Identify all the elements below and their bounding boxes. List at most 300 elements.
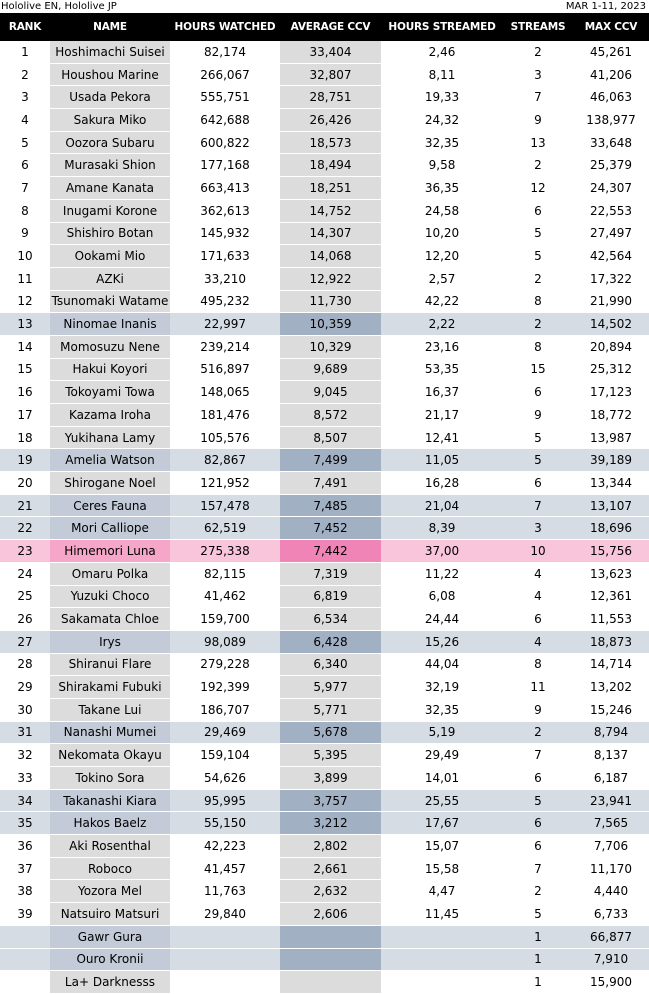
table-row xyxy=(0,585,649,608)
table-row xyxy=(0,449,649,472)
table-row xyxy=(0,857,649,880)
hours-watched-cell: 11,763 xyxy=(170,880,280,903)
max-ccv-cell: 45,261 xyxy=(573,41,649,63)
rank-cell: 29 xyxy=(0,676,50,699)
rank-cell: 30 xyxy=(0,698,50,721)
rank-cell: 6 xyxy=(0,154,50,177)
col-header-rank: RANK xyxy=(0,13,50,41)
hours-watched-cell: 29,840 xyxy=(170,903,280,926)
hours-watched-cell: 192,399 xyxy=(170,676,280,699)
table-header xyxy=(0,13,649,41)
hours-streamed-cell: 36,35 xyxy=(381,177,503,200)
max-ccv-cell: 13,344 xyxy=(573,472,649,495)
rank-cell: 2 xyxy=(0,63,50,86)
hours-watched-cell: 121,952 xyxy=(170,472,280,495)
rank-cell xyxy=(0,948,50,971)
hours-watched-cell: 266,067 xyxy=(170,63,280,86)
table-row xyxy=(0,540,649,563)
name-cell: Yuzuki Choco xyxy=(50,585,170,608)
table-row xyxy=(0,381,649,404)
average-ccv-cell: 2,802 xyxy=(280,835,381,858)
average-ccv-cell: 9,045 xyxy=(280,381,381,404)
name-cell: Tokoyami Towa xyxy=(50,381,170,404)
rank-cell: 19 xyxy=(0,449,50,472)
streams-cell: 1 xyxy=(503,971,573,994)
max-ccv-cell: 13,623 xyxy=(573,562,649,585)
hours-streamed-cell: 37,00 xyxy=(381,540,503,563)
average-ccv-cell: 8,572 xyxy=(280,404,381,427)
average-ccv-cell: 12,922 xyxy=(280,267,381,290)
name-cell: Tsunomaki Watame xyxy=(50,290,170,313)
hours-streamed-cell: 10,20 xyxy=(381,222,503,245)
rank-cell: 26 xyxy=(0,608,50,631)
streams-cell: 6 xyxy=(503,767,573,790)
streams-cell: 7 xyxy=(503,494,573,517)
name-cell: Nekomata Okayu xyxy=(50,744,170,767)
average-ccv-cell: 26,426 xyxy=(280,109,381,132)
average-ccv-cell: 28,751 xyxy=(280,86,381,109)
streams-cell: 7 xyxy=(503,86,573,109)
table-row xyxy=(0,41,649,63)
hours-watched-cell: 105,576 xyxy=(170,426,280,449)
streams-cell: 1 xyxy=(503,948,573,971)
max-ccv-cell: 13,202 xyxy=(573,676,649,699)
hours-streamed-cell: 29,49 xyxy=(381,744,503,767)
streams-cell: 15 xyxy=(503,358,573,381)
name-cell: Amelia Watson xyxy=(50,449,170,472)
hours-watched-cell: 362,613 xyxy=(170,199,280,222)
table-row xyxy=(0,767,649,790)
table-row xyxy=(0,676,649,699)
rank-cell: 25 xyxy=(0,585,50,608)
col-header-hours-watched: HOURS WATCHED xyxy=(170,13,280,41)
hours-watched-cell: 171,633 xyxy=(170,245,280,268)
streams-cell: 1 xyxy=(503,925,573,948)
hours-watched-cell: 663,413 xyxy=(170,177,280,200)
name-cell: Nanashi Mumei xyxy=(50,721,170,744)
name-cell: Shiranui Flare xyxy=(50,653,170,676)
average-ccv-cell: 18,573 xyxy=(280,131,381,154)
table-row xyxy=(0,630,649,653)
max-ccv-cell: 7,910 xyxy=(573,948,649,971)
streams-cell: 6 xyxy=(503,835,573,858)
streams-cell: 11 xyxy=(503,676,573,699)
average-ccv-cell: 7,319 xyxy=(280,562,381,585)
max-ccv-cell: 17,322 xyxy=(573,267,649,290)
hours-streamed-cell: 15,26 xyxy=(381,630,503,653)
col-header-average-ccv: AVERAGE CCV xyxy=(280,13,381,41)
max-ccv-cell: 15,756 xyxy=(573,540,649,563)
hours-streamed-cell: 12,41 xyxy=(381,426,503,449)
streams-cell: 3 xyxy=(503,63,573,86)
max-ccv-cell: 17,123 xyxy=(573,381,649,404)
rank-cell: 22 xyxy=(0,517,50,540)
streams-cell: 6 xyxy=(503,472,573,495)
average-ccv-cell: 2,606 xyxy=(280,903,381,926)
average-ccv-cell: 14,307 xyxy=(280,222,381,245)
max-ccv-cell: 41,206 xyxy=(573,63,649,86)
hours-streamed-cell: 32,35 xyxy=(381,698,503,721)
hours-watched-cell: 239,214 xyxy=(170,335,280,358)
streams-cell: 5 xyxy=(503,789,573,812)
rank-cell: 39 xyxy=(0,903,50,926)
streams-cell: 2 xyxy=(503,880,573,903)
hours-streamed-cell: 15,07 xyxy=(381,835,503,858)
name-cell: Ninomae Inanis xyxy=(50,313,170,336)
average-ccv-cell: 3,212 xyxy=(280,812,381,835)
rank-cell: 24 xyxy=(0,562,50,585)
hours-watched-cell xyxy=(170,948,280,971)
hours-streamed-cell: 23,16 xyxy=(381,335,503,358)
max-ccv-cell: 12,361 xyxy=(573,585,649,608)
average-ccv-cell xyxy=(280,925,381,948)
average-ccv-cell xyxy=(280,948,381,971)
hours-watched-cell: 82,867 xyxy=(170,449,280,472)
hours-watched-cell: 157,478 xyxy=(170,494,280,517)
hours-streamed-cell xyxy=(381,925,503,948)
hours-watched-cell: 159,700 xyxy=(170,608,280,631)
streams-cell: 5 xyxy=(503,449,573,472)
table-row xyxy=(0,744,649,767)
max-ccv-cell: 8,137 xyxy=(573,744,649,767)
hours-streamed-cell: 8,39 xyxy=(381,517,503,540)
max-ccv-cell: 25,312 xyxy=(573,358,649,381)
hours-streamed-cell: 32,19 xyxy=(381,676,503,699)
streams-cell: 2 xyxy=(503,721,573,744)
hours-watched-cell: 55,150 xyxy=(170,812,280,835)
max-ccv-cell: 7,706 xyxy=(573,835,649,858)
streams-cell: 9 xyxy=(503,404,573,427)
streams-cell: 5 xyxy=(503,245,573,268)
name-cell: Inugami Korone xyxy=(50,199,170,222)
name-cell: Tokino Sora xyxy=(50,767,170,790)
table-row xyxy=(0,948,649,971)
table-row xyxy=(0,177,649,200)
col-header-streams: STREAMS xyxy=(503,13,573,41)
rank-cell: 13 xyxy=(0,313,50,336)
name-cell: Takanashi Kiara xyxy=(50,789,170,812)
table-row xyxy=(0,313,649,336)
table-row xyxy=(0,426,649,449)
rank-cell: 14 xyxy=(0,335,50,358)
streams-cell: 4 xyxy=(503,630,573,653)
max-ccv-cell: 23,941 xyxy=(573,789,649,812)
name-cell: Sakamata Chloe xyxy=(50,608,170,631)
name-cell: Houshou Marine xyxy=(50,63,170,86)
rank-cell: 7 xyxy=(0,177,50,200)
name-cell: Oozora Subaru xyxy=(50,131,170,154)
streams-cell: 5 xyxy=(503,222,573,245)
rank-cell: 9 xyxy=(0,222,50,245)
hours-streamed-cell: 19,33 xyxy=(381,86,503,109)
streams-cell: 2 xyxy=(503,41,573,63)
name-cell: Himemori Luna xyxy=(50,540,170,563)
max-ccv-cell: 6,187 xyxy=(573,767,649,790)
hours-watched-cell: 275,338 xyxy=(170,540,280,563)
hours-watched-cell: 555,751 xyxy=(170,86,280,109)
hours-watched-cell: 33,210 xyxy=(170,267,280,290)
hours-streamed-cell: 16,28 xyxy=(381,472,503,495)
top-bar xyxy=(0,0,649,13)
rank-cell: 1 xyxy=(0,41,50,63)
streams-cell: 5 xyxy=(503,903,573,926)
table-row xyxy=(0,472,649,495)
average-ccv-cell: 2,632 xyxy=(280,880,381,903)
max-ccv-cell: 11,553 xyxy=(573,608,649,631)
table-row xyxy=(0,971,649,994)
hours-streamed-cell xyxy=(381,948,503,971)
name-cell: Hakos Baelz xyxy=(50,812,170,835)
name-cell: Hakui Koyori xyxy=(50,358,170,381)
max-ccv-cell: 25,379 xyxy=(573,154,649,177)
rank-cell: 28 xyxy=(0,653,50,676)
streams-cell: 3 xyxy=(503,517,573,540)
name-cell: Mori Calliope xyxy=(50,517,170,540)
name-cell: AZKi xyxy=(50,267,170,290)
table-row xyxy=(0,335,649,358)
hours-streamed-cell: 11,22 xyxy=(381,562,503,585)
hours-streamed-cell: 53,35 xyxy=(381,358,503,381)
average-ccv-cell: 6,819 xyxy=(280,585,381,608)
rank-cell xyxy=(0,925,50,948)
max-ccv-cell: 7,565 xyxy=(573,812,649,835)
name-cell: Yukihana Lamy xyxy=(50,426,170,449)
rank-cell: 37 xyxy=(0,857,50,880)
table-row xyxy=(0,222,649,245)
name-cell: Natsuiro Matsuri xyxy=(50,903,170,926)
max-ccv-cell: 18,696 xyxy=(573,517,649,540)
hours-streamed-cell: 24,44 xyxy=(381,608,503,631)
name-cell: Shirakami Fubuki xyxy=(50,676,170,699)
hours-streamed-cell: 21,17 xyxy=(381,404,503,427)
table-row xyxy=(0,199,649,222)
table-row xyxy=(0,404,649,427)
max-ccv-cell: 22,553 xyxy=(573,199,649,222)
max-ccv-cell: 138,977 xyxy=(573,109,649,132)
hours-streamed-cell: 14,01 xyxy=(381,767,503,790)
table-row xyxy=(0,245,649,268)
max-ccv-cell: 13,107 xyxy=(573,494,649,517)
rank-cell: 20 xyxy=(0,472,50,495)
average-ccv-cell: 3,757 xyxy=(280,789,381,812)
average-ccv-cell: 7,485 xyxy=(280,494,381,517)
hours-watched-cell: 62,519 xyxy=(170,517,280,540)
max-ccv-cell: 6,733 xyxy=(573,903,649,926)
max-ccv-cell: 15,900 xyxy=(573,971,649,994)
hours-watched-cell: 98,089 xyxy=(170,630,280,653)
max-ccv-cell: 21,990 xyxy=(573,290,649,313)
table-row xyxy=(0,721,649,744)
streams-cell: 9 xyxy=(503,698,573,721)
rank-cell xyxy=(0,971,50,994)
col-header-max-ccv: MAX CCV xyxy=(573,13,649,41)
rank-cell: 35 xyxy=(0,812,50,835)
streams-cell: 2 xyxy=(503,267,573,290)
name-cell: Amane Kanata xyxy=(50,177,170,200)
max-ccv-cell: 14,714 xyxy=(573,653,649,676)
streams-cell: 2 xyxy=(503,154,573,177)
hours-watched-cell: 29,469 xyxy=(170,721,280,744)
max-ccv-cell: 15,246 xyxy=(573,698,649,721)
name-cell: Aki Rosenthal xyxy=(50,835,170,858)
name-cell: Shirogane Noel xyxy=(50,472,170,495)
average-ccv-cell: 14,068 xyxy=(280,245,381,268)
streams-cell: 6 xyxy=(503,199,573,222)
max-ccv-cell: 14,502 xyxy=(573,313,649,336)
hours-streamed-cell: 6,08 xyxy=(381,585,503,608)
group-caption: Hololive EN, Hololive JP xyxy=(1,1,117,12)
max-ccv-cell: 33,648 xyxy=(573,131,649,154)
streams-cell: 4 xyxy=(503,562,573,585)
max-ccv-cell: 42,564 xyxy=(573,245,649,268)
average-ccv-cell: 14,752 xyxy=(280,199,381,222)
rank-cell: 36 xyxy=(0,835,50,858)
table-row xyxy=(0,267,649,290)
streams-cell: 8 xyxy=(503,653,573,676)
rank-cell: 12 xyxy=(0,290,50,313)
table-row xyxy=(0,653,649,676)
hours-streamed-cell: 16,37 xyxy=(381,381,503,404)
hours-watched-cell: 41,457 xyxy=(170,857,280,880)
table-row xyxy=(0,63,649,86)
name-cell: Sakura Miko xyxy=(50,109,170,132)
name-cell: Yozora Mel xyxy=(50,880,170,903)
hours-watched-cell: 177,168 xyxy=(170,154,280,177)
hours-streamed-cell xyxy=(381,971,503,994)
streams-cell: 6 xyxy=(503,381,573,404)
name-cell: Omaru Polka xyxy=(50,562,170,585)
table-row xyxy=(0,925,649,948)
hours-streamed-cell: 12,20 xyxy=(381,245,503,268)
date-range: MAR 1-11, 2023 xyxy=(565,1,646,12)
table-row xyxy=(0,358,649,381)
table-row xyxy=(0,109,649,132)
average-ccv-cell: 5,678 xyxy=(280,721,381,744)
rank-cell: 23 xyxy=(0,540,50,563)
hours-streamed-cell: 5,19 xyxy=(381,721,503,744)
hours-watched-cell: 495,232 xyxy=(170,290,280,313)
hours-watched-cell: 279,228 xyxy=(170,653,280,676)
name-cell: Ookami Mio xyxy=(50,245,170,268)
rank-cell: 31 xyxy=(0,721,50,744)
ranking-table xyxy=(0,13,649,994)
max-ccv-cell: 11,170 xyxy=(573,857,649,880)
average-ccv-cell: 11,730 xyxy=(280,290,381,313)
average-ccv-cell: 32,807 xyxy=(280,63,381,86)
rank-cell: 17 xyxy=(0,404,50,427)
rank-cell: 21 xyxy=(0,494,50,517)
hours-watched-cell: 516,897 xyxy=(170,358,280,381)
hours-streamed-cell: 4,47 xyxy=(381,880,503,903)
table-row xyxy=(0,608,649,631)
max-ccv-cell: 20,894 xyxy=(573,335,649,358)
name-cell: Gawr Gura xyxy=(50,925,170,948)
max-ccv-cell: 8,794 xyxy=(573,721,649,744)
hours-watched-cell xyxy=(170,971,280,994)
average-ccv-cell: 7,442 xyxy=(280,540,381,563)
max-ccv-cell: 39,189 xyxy=(573,449,649,472)
table-row xyxy=(0,154,649,177)
average-ccv-cell: 2,661 xyxy=(280,857,381,880)
hours-watched-cell: 159,104 xyxy=(170,744,280,767)
streams-cell: 2 xyxy=(503,313,573,336)
rank-cell: 4 xyxy=(0,109,50,132)
hours-watched-cell: 181,476 xyxy=(170,404,280,427)
average-ccv-cell: 3,899 xyxy=(280,767,381,790)
table-row xyxy=(0,290,649,313)
hours-streamed-cell: 25,55 xyxy=(381,789,503,812)
name-cell: Murasaki Shion xyxy=(50,154,170,177)
max-ccv-cell: 24,307 xyxy=(573,177,649,200)
max-ccv-cell: 4,440 xyxy=(573,880,649,903)
average-ccv-cell: 10,329 xyxy=(280,335,381,358)
streams-cell: 12 xyxy=(503,177,573,200)
rank-cell: 33 xyxy=(0,767,50,790)
max-ccv-cell: 66,877 xyxy=(573,925,649,948)
name-cell: Takane Lui xyxy=(50,698,170,721)
name-cell: Usada Pekora xyxy=(50,86,170,109)
average-ccv-cell: 6,428 xyxy=(280,630,381,653)
hours-streamed-cell: 24,58 xyxy=(381,199,503,222)
table-row xyxy=(0,698,649,721)
average-ccv-cell: 8,507 xyxy=(280,426,381,449)
hours-watched-cell: 148,065 xyxy=(170,381,280,404)
streams-cell: 6 xyxy=(503,608,573,631)
name-cell: Hoshimachi Suisei xyxy=(50,41,170,63)
hours-watched-cell: 642,688 xyxy=(170,109,280,132)
average-ccv-cell: 18,494 xyxy=(280,154,381,177)
hours-streamed-cell: 2,46 xyxy=(381,41,503,63)
average-ccv-cell: 9,689 xyxy=(280,358,381,381)
max-ccv-cell: 18,873 xyxy=(573,630,649,653)
hours-streamed-cell: 2,22 xyxy=(381,313,503,336)
streams-cell: 6 xyxy=(503,812,573,835)
average-ccv-cell: 7,452 xyxy=(280,517,381,540)
hours-watched-cell: 41,462 xyxy=(170,585,280,608)
table-row xyxy=(0,494,649,517)
average-ccv-cell: 7,491 xyxy=(280,472,381,495)
table-row xyxy=(0,789,649,812)
hours-streamed-cell: 11,45 xyxy=(381,903,503,926)
hours-watched-cell: 186,707 xyxy=(170,698,280,721)
hours-watched-cell: 42,223 xyxy=(170,835,280,858)
hours-streamed-cell: 15,58 xyxy=(381,857,503,880)
hours-watched-cell: 600,822 xyxy=(170,131,280,154)
table-row xyxy=(0,880,649,903)
hours-watched-cell: 82,174 xyxy=(170,41,280,63)
average-ccv-cell: 6,534 xyxy=(280,608,381,631)
name-cell: Shishiro Botan xyxy=(50,222,170,245)
table-row xyxy=(0,562,649,585)
table-row xyxy=(0,903,649,926)
rank-cell: 34 xyxy=(0,789,50,812)
average-ccv-cell: 18,251 xyxy=(280,177,381,200)
hours-streamed-cell: 21,04 xyxy=(381,494,503,517)
name-cell: Irys xyxy=(50,630,170,653)
hours-streamed-cell: 2,57 xyxy=(381,267,503,290)
name-cell: Momosuzu Nene xyxy=(50,335,170,358)
name-cell: Ceres Fauna xyxy=(50,494,170,517)
col-header-name: NAME xyxy=(50,13,170,41)
hours-watched-cell: 145,932 xyxy=(170,222,280,245)
rank-cell: 38 xyxy=(0,880,50,903)
hours-streamed-cell: 32,35 xyxy=(381,131,503,154)
average-ccv-cell: 5,395 xyxy=(280,744,381,767)
max-ccv-cell: 13,987 xyxy=(573,426,649,449)
rank-cell: 27 xyxy=(0,630,50,653)
rank-cell: 3 xyxy=(0,86,50,109)
max-ccv-cell: 18,772 xyxy=(573,404,649,427)
